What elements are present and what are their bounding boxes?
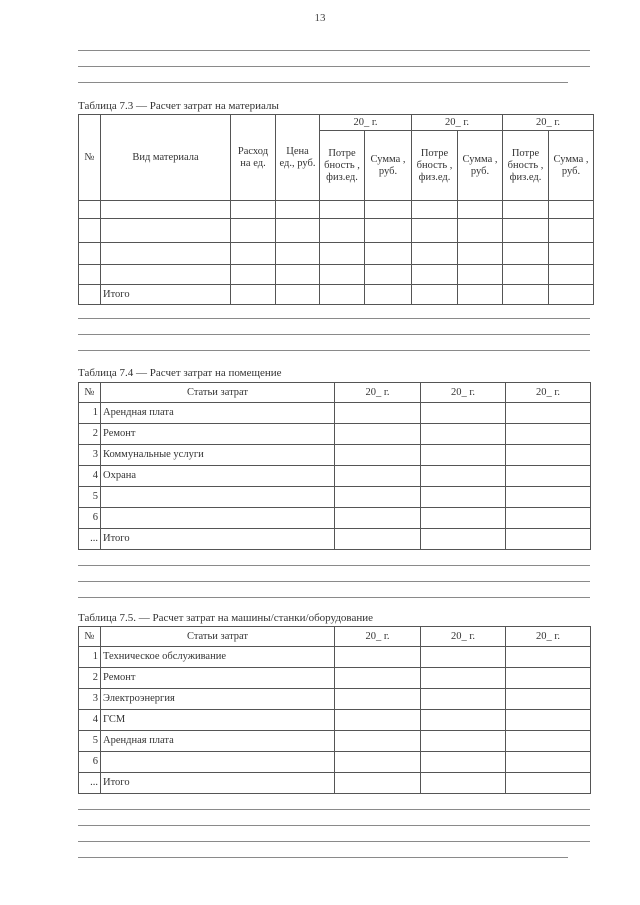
table-row-total (79, 773, 591, 794)
table-7-5-caption: Таблица 7.5. — Расчет затрат на машины/станки/оборудование (78, 612, 374, 624)
header-num: № (79, 383, 101, 403)
header-year-3: 20_ г. (506, 627, 591, 647)
row-num: ... (79, 773, 101, 794)
writing-line (78, 597, 590, 598)
header-need: Потре бность , физ.ед. (503, 131, 549, 201)
row-num: ... (79, 529, 101, 550)
row-num: 5 (79, 731, 101, 752)
header-sum: Сумма , руб. (365, 131, 412, 201)
row-num: 4 (79, 710, 101, 731)
table-row (79, 668, 591, 689)
table-row (79, 689, 591, 710)
row-label: Ремонт (101, 424, 335, 445)
table-row (79, 487, 591, 508)
header-year-2: 20_ г. (421, 383, 506, 403)
row-num: 1 (79, 647, 101, 668)
row-label (101, 508, 335, 529)
table-row (79, 508, 591, 529)
total-label: Итого (101, 285, 231, 305)
row-num: 5 (79, 487, 101, 508)
writing-line (78, 857, 568, 858)
header-need: Потре бность , физ.ед. (412, 131, 458, 201)
materials-cost-table (78, 114, 594, 305)
header-year-3: 20_ г. (503, 115, 594, 131)
header-material: Вид материала (101, 115, 231, 201)
writing-line (78, 825, 590, 826)
header-need: Потре бность , физ.ед. (320, 131, 365, 201)
writing-line (78, 581, 590, 582)
header-items: Статьи затрат (101, 383, 335, 403)
row-num: 4 (79, 466, 101, 487)
writing-line (78, 318, 590, 319)
table-row-total (79, 285, 594, 305)
table-row (79, 466, 591, 487)
row-num: 6 (79, 752, 101, 773)
row-label: Итого (101, 773, 335, 794)
table-7-4-caption: Таблица 7.4 — Расчет затрат на помещение (78, 367, 282, 379)
row-label: Электроэнергия (101, 689, 335, 710)
premises-cost-table (78, 382, 591, 550)
row-label (101, 487, 335, 508)
row-num: 3 (79, 689, 101, 710)
writing-line (78, 841, 590, 842)
header-sum: Сумма , руб. (549, 131, 594, 201)
table-row (79, 243, 594, 265)
row-label: ГСМ (101, 710, 335, 731)
table-row (79, 445, 591, 466)
table-row (79, 403, 591, 424)
header-year-1: 20_ г. (320, 115, 412, 131)
row-label: Охрана (101, 466, 335, 487)
header-year-3: 20_ г. (506, 383, 591, 403)
row-label: Ремонт (101, 668, 335, 689)
table-row (79, 265, 594, 285)
table-row (79, 201, 594, 219)
header-sum: Сумма , руб. (458, 131, 503, 201)
row-label: Коммунальные услуги (101, 445, 335, 466)
writing-line (78, 809, 590, 810)
row-label: Арендная плата (101, 731, 335, 752)
row-num: 2 (79, 424, 101, 445)
header-num: № (79, 627, 101, 647)
row-label: Техническое обслуживание (101, 647, 335, 668)
row-num: 2 (79, 668, 101, 689)
table-row (79, 219, 594, 243)
header-year-2: 20_ г. (412, 115, 503, 131)
writing-line (78, 50, 590, 51)
row-num: 1 (79, 403, 101, 424)
header-items: Статьи затрат (101, 627, 335, 647)
row-label: Итого (101, 529, 335, 550)
header-num: № (79, 115, 101, 201)
writing-line (78, 334, 590, 335)
table-row (79, 647, 591, 668)
table-row (79, 752, 591, 773)
header-price: Цена ед., руб. (276, 115, 320, 201)
writing-line (78, 82, 568, 83)
header-consumption: Расход на ед. (231, 115, 276, 201)
table-row (79, 731, 591, 752)
table-row-total (79, 529, 591, 550)
writing-line (78, 565, 590, 566)
page-number: 13 (314, 12, 326, 24)
writing-line (78, 350, 590, 351)
writing-line (78, 66, 590, 67)
row-num: 3 (79, 445, 101, 466)
header-year-1: 20_ г. (335, 627, 421, 647)
table-row (79, 710, 591, 731)
table-row (79, 424, 591, 445)
row-num: 6 (79, 508, 101, 529)
header-year-2: 20_ г. (421, 627, 506, 647)
equipment-cost-table (78, 626, 591, 794)
row-label (101, 752, 335, 773)
table-7-3-caption: Таблица 7.3 — Расчет затрат на материалы (78, 100, 279, 112)
header-year-1: 20_ г. (335, 383, 421, 403)
row-label: Арендная плата (101, 403, 335, 424)
